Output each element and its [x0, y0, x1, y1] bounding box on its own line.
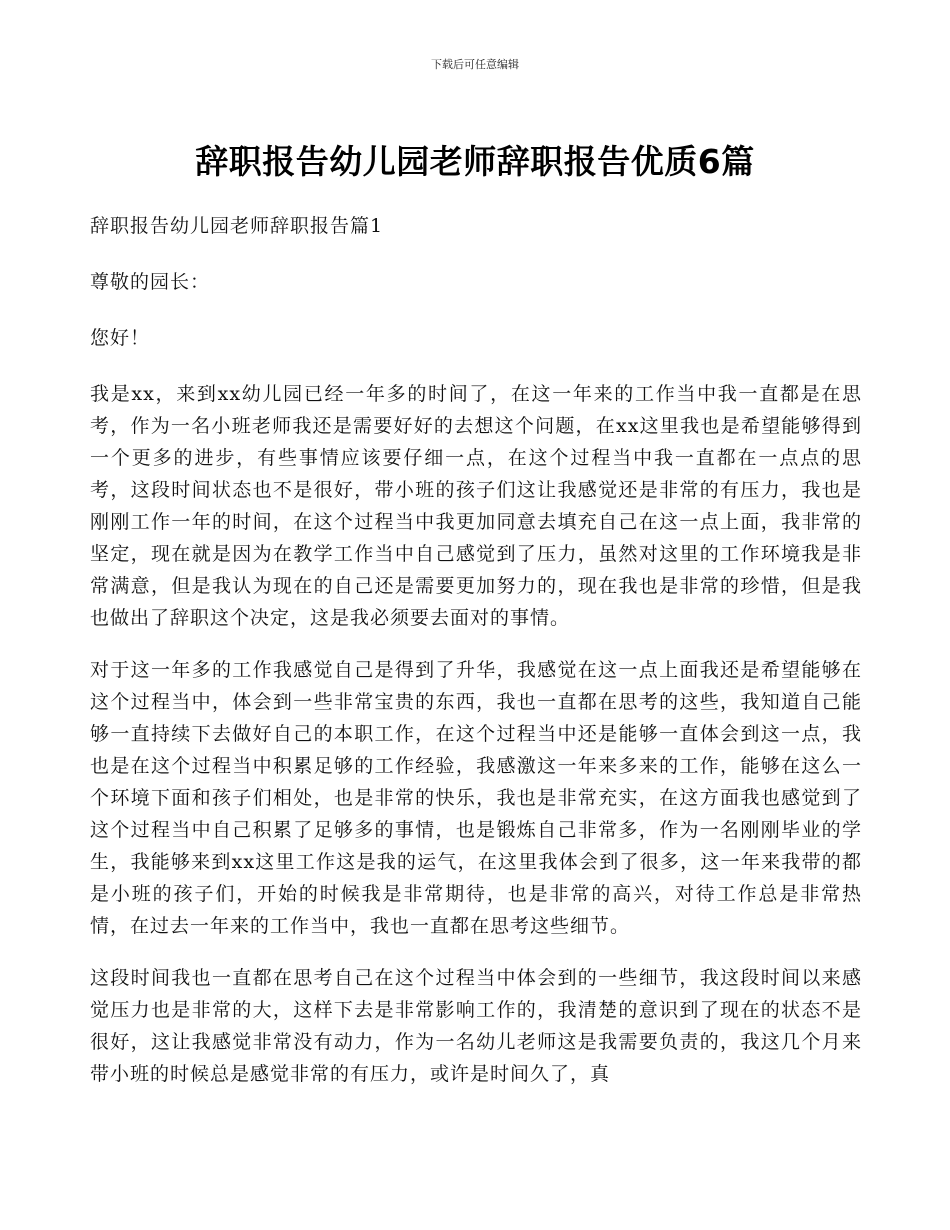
body-paragraph: 这段时间我也一直都在思考自己在这个过程当中体会到的一些细节，我这段时间以来感觉压力也是非常的大，这样下去是非常影响工作的，我清楚的意识到了现在的状态不是很好，这让我感觉非常没有动力，作为一名幼儿老师这是我需要负责的，我这几个月来带小班的时候总是感觉非常的有压力，或许是时间久了，真	[90, 967, 862, 1085]
greeting: 您好！	[90, 327, 151, 349]
body-paragraph: 对于这一年多的工作我感觉自己是得到了升华，我感觉在这一点上面我还是希望能够在这个过程当中，体会到一些非常宝贵的东西，我也一直都在思考的这些，我知道自己能够一直持续下去做好自己的本职工作，在这个过程当中还是能够一直体会到这一点，我也是在这个过程当中积累足够的工作经验，我感激这一年来多来的工作，能够在这么一个环境下面和孩子们相处，也是非常的快乐，我也是非常充实，在这方面我也感觉到了这个过程当中自己积累了足够多的事情，也是锻炼自己非常多，作为一名刚刚毕业的学生，我能够来到xx这里工作这是我的运气，在这里我体会到了很多，这一年来我带的都是小班的孩子们，开始的时候我是非常期待，也是非常的高兴，对待工作总是非常热情，在过去一年来的工作当中，我也一直都在思考这些细节。	[90, 659, 862, 937]
salutation: 尊敬的园长：	[90, 271, 211, 293]
section-heading: 辞职报告幼儿园老师辞职报告篇1	[90, 215, 384, 237]
header-note: 下载后可任意编辑	[431, 58, 519, 71]
body-paragraph: 我是xx，来到xx幼儿园已经一年多的时间了，在这一年来的工作当中我一直都是在思考，作为一名小班老师我还是需要好好的去想这个问题，在xx这里我也是希望能够得到一个更多的进步，有些事情应该要仔细一点，在这个过程当中我一直都在一点点的思考，这段时间状态也不是很好，带小班的孩子们这让我感觉还是非常的有压力，我也是刚刚工作一年的时间，在这个过程当中我更加同意去填充自己在这一点上面，我非常的坚定，现在就是因为在教学工作当中自己感觉到了压力，虽然对这里的工作环境我是非常满意，但是我认为现在的自己还是需要更加努力的，现在我也是非常的珍惜，但是我也做出了辞职这个决定，这是我必须要去面对的事情。	[90, 383, 862, 629]
document-body	[90, 210, 862, 1110]
document-title: 辞职报告幼儿园老师辞职报告优质6篇	[195, 142, 755, 181]
